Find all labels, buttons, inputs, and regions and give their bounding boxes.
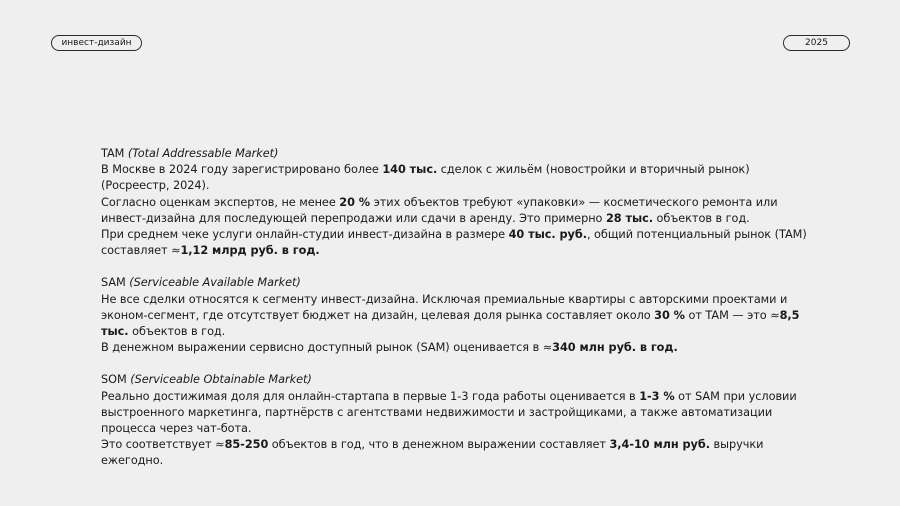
highlight-value: 3,4-10 млн руб.	[609, 438, 710, 452]
som-section	[101, 372, 821, 469]
text-run: сделок с жильём (новостройки и вторичный рынок) (Росреестр, 2024).	[101, 163, 750, 193]
text-run: Это соответствует ≈	[101, 438, 225, 452]
sam-abbr: SAM	[101, 276, 126, 290]
text-run: объектов в год.	[653, 211, 750, 225]
som-paragraph-1	[101, 389, 821, 438]
sam-paragraph-1	[101, 292, 821, 341]
text-run: этих объектов требуют «упаковки» — косметического ремонта или инвест-дизайна для последующей перепродажи или сдачи в аренду. Это примерно	[101, 195, 778, 225]
text-run: объектов в год, что в денежном выражении составляет	[268, 438, 610, 452]
topic-tag: инвест-дизайн	[51, 35, 142, 51]
som-full-name: (Serviceable Obtainable Market)	[130, 373, 312, 387]
text-run: Реально достижимая доля для онлайн-стартапа в первые 1-3 года работы оценивается в	[101, 389, 640, 403]
text-run: от TAM — это ≈	[684, 308, 780, 322]
sam-full-name: (Serviceable Available Market)	[129, 276, 301, 290]
text-run: При среднем чеке услуги онлайн-студии инвест-дизайна в размере	[101, 228, 509, 242]
text-run: , общий потенциальный рынок (TAM) составляет ≈	[101, 228, 807, 258]
tam-full-name: (Total Addressable Market)	[127, 147, 279, 160]
highlight-value: 30 %	[654, 308, 685, 322]
highlight-value: 1-3 %	[639, 389, 675, 403]
tam-paragraph-2	[101, 195, 821, 227]
text-run: выручки ежегодно.	[101, 438, 764, 468]
tam-heading	[101, 146, 821, 162]
tam-paragraph-1	[101, 162, 821, 194]
sam-paragraph-2	[101, 340, 821, 356]
highlight-value: 8,5 тыс.	[101, 308, 800, 339]
text-run: от SAM при условии выстроенного маркетинга, партнёрств с агентствами недвижимости и застройщиками, а также автоматизации процесса через чат-бота.	[101, 389, 797, 436]
text-run: объектов в год.	[128, 325, 226, 339]
text-run: Не все сделки относятся к сегменту инвест-дизайна. Исключая премиальные квартиры с авторскими проектами и эконом-сегмент, где отсутствует бюджет на дизайн, целевая доля рынка составляет около	[101, 292, 788, 322]
highlight-value: 140 тыс.	[382, 163, 438, 177]
highlight-value: 28 тыс.	[605, 211, 653, 225]
year-tag: 2025	[783, 35, 850, 51]
som-paragraph-2	[101, 437, 821, 469]
highlight-value: 20 %	[339, 195, 371, 209]
highlight-value: 40 тыс. руб.	[508, 228, 587, 242]
sam-section	[101, 275, 821, 356]
text-run: В денежном выражении сервисно доступный рынок (SAM) оценивается в ≈	[101, 341, 553, 355]
sam-heading	[101, 275, 821, 291]
highlight-value: 1,12 млрд руб. в год.	[180, 244, 320, 258]
tam-abbr: TAM	[101, 147, 125, 160]
som-abbr: SOM	[101, 373, 127, 387]
text-run: Согласно оценкам экспертов, не менее	[101, 195, 340, 209]
highlight-value: 85-250	[224, 438, 269, 452]
tam-paragraph-3	[101, 227, 821, 259]
som-heading	[101, 372, 821, 388]
highlight-value: 340 млн руб. в год.	[552, 341, 678, 355]
market-sizing-text	[101, 146, 821, 486]
text-run: В Москве в 2024 году зарегистрировано более	[101, 163, 383, 177]
tam-section	[101, 146, 821, 259]
